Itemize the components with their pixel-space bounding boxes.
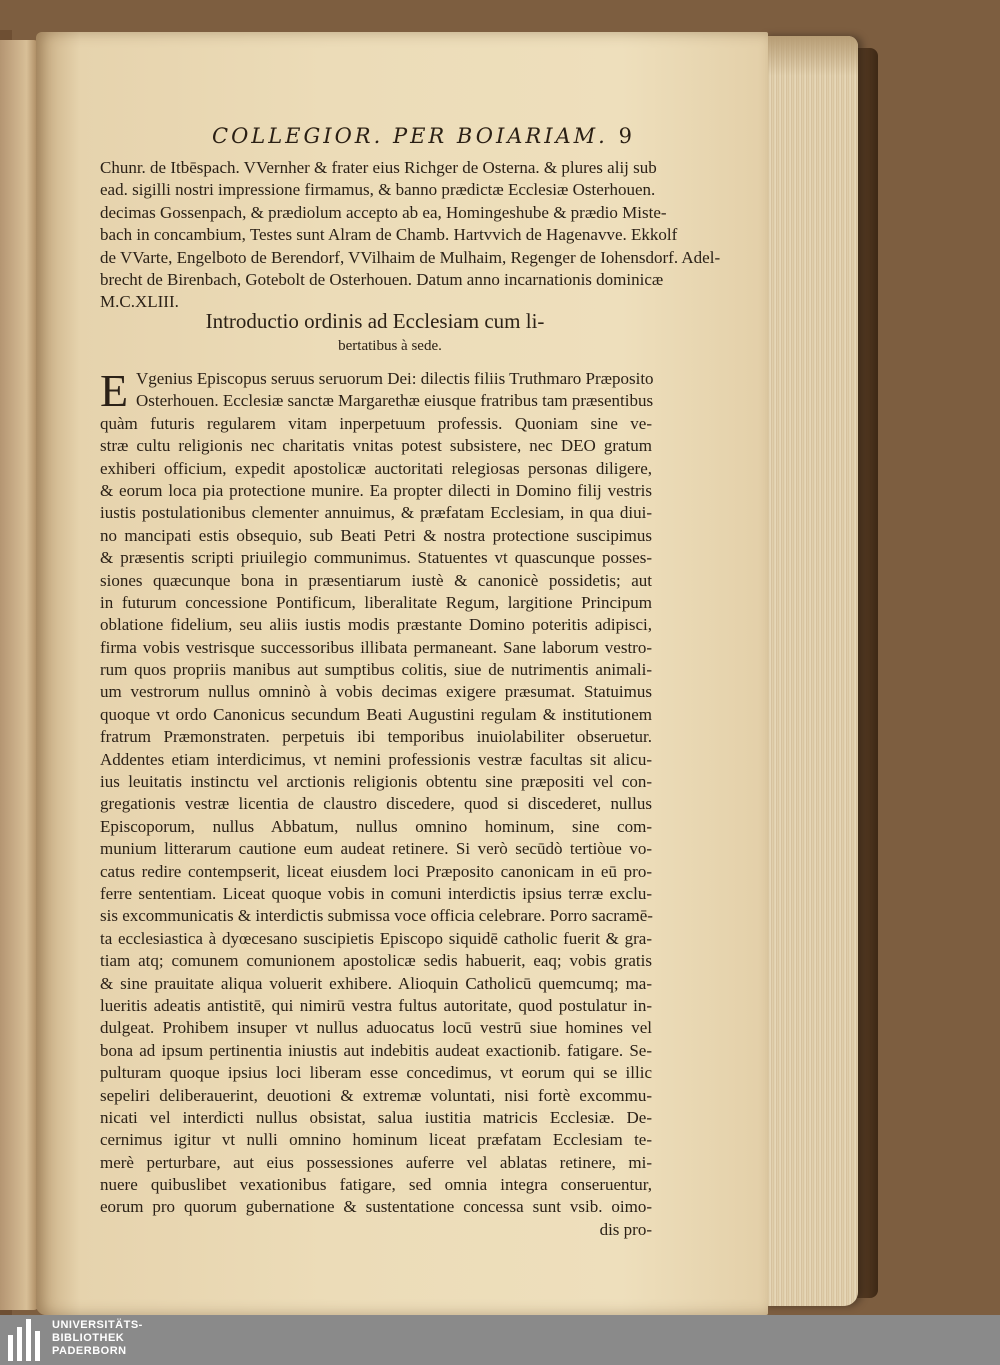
text-line: exhiberi officium, expedit apostolicæ auctoritati relegiosas personas diligere, — [100, 458, 652, 478]
text-line: cernimus igitur vt nulli omnino hominum liceat præfatam Ecclesiam te- — [100, 1130, 652, 1150]
text-line: stræ cultu religionis nec charitatis vnitas potest subsistere, nec DEO gratum — [100, 436, 652, 456]
page-stack-shadow — [762, 36, 858, 76]
page-stack-edges — [762, 36, 858, 1306]
section-title — [150, 308, 600, 357]
running-header — [212, 124, 632, 154]
page-number: 9 — [618, 124, 632, 148]
text-line: tiam atq; comunem comunionem apostolicæ sedis habuerit, eaq; vobis gratis — [100, 951, 652, 971]
text-line: gregationis vestræ licentia de claustro discedere, quod si discederet, nullus — [100, 794, 652, 814]
text-line: quàm futuris regularem vitam inperpetuum professis. Quoniam sine ve- — [100, 413, 652, 433]
left-page-edge — [0, 40, 38, 1310]
text-line: nicati vel interdicti nullus obsistat, salua iustitia matricis Ecclesiæ. De- — [100, 1107, 652, 1127]
text-line: merè perturbare, aut eius possessiones auferre vel ablatas retinere, mi- — [100, 1152, 652, 1172]
text-line: & præsentis scripti priuilegio communimus. Statuentes vt quascunque posses- — [100, 548, 652, 568]
text-line: no mancipati estis obsequio, sub Beati Petri & nostra protectione suscipimus — [100, 525, 652, 545]
running-head-title: COLLEGIOR. PER BOIARIAM. — [212, 124, 608, 148]
text-line: oblatione fidelium, seu aliis iustis modis præstante Domino poteritis adipisci, — [100, 615, 652, 635]
library-name-line1: UNIVERSITÄTS- — [52, 1319, 143, 1331]
text-line: munium litterarum cautione eum audeat retinere. Si verò secūdò tertiòue vo- — [100, 839, 652, 859]
text-line: sis excommunicatis & interdictis submissa voce officia celebrare. Porro sacramē- — [100, 906, 653, 926]
text-line: pulturam quoque ipsius loci liberam esse concedimus, vt eorum qui se illic — [100, 1063, 652, 1083]
text-line: nuere quibuslibet vexationibus fatigare, sed omnia integra conseruentur, — [100, 1175, 652, 1195]
text-line: bona ad ipsum pertinentia iniustis aut indebitis audeat exactionib. fatigare. Se- — [100, 1040, 652, 1060]
text-line: quoque vt ordo Canonicus secundum Beati Augustini regulam & institutionem — [100, 704, 652, 724]
text-line: in futurum concessione Pontificum, liberalitate Regum, largitione Principum — [100, 592, 652, 612]
text-line: Osterhouen. Ecclesiæ sanctæ Margarethæ eiusque fratribus tam præsentibus — [136, 391, 654, 411]
text-line: ius leuitatis instinctu vel arctionis religionis obtentu sine præpositi vel con- — [100, 772, 652, 792]
text-line: Chunr. de Itbēspach. VVernher & frater eius Richger de Osterna. & plures alij sub — [100, 158, 657, 177]
library-name-line2: BIBLIOTHEK — [52, 1332, 125, 1344]
text-line: ead. sigilli nostri impressione firmamus, & banno prædictæ Ecclesiæ Osterhouen. — [100, 180, 656, 200]
text-line: rum quos propriis manibus aut sumptibus colitis, siue de nutrimentis animali- — [100, 660, 652, 680]
text-line: catus redire contempserit, liceat eiusdem loci Præposito canonicam in eū pro- — [100, 861, 652, 881]
text-line: Episcoporum, nullus Abbatum, nullus omnino hominum, sine com- — [100, 816, 652, 836]
text-line: & sine prauitate aliqua voluerit exhibere. Alioquin Catholicū quemcumq; ma- — [100, 973, 652, 993]
text-line: firma vobis vestrisque successoribus illibata permaneant. Sane laborum vestro- — [100, 637, 652, 657]
text-line: lueritis adeatis antistitē, qui nimirū vestra fultus autoritate, quod postulatur in- — [100, 995, 652, 1015]
text-line: ferre sententiam. Liceat quoque vobis in comuni interdictis ipsius terræ exclu- — [100, 883, 652, 903]
charter-text-top — [100, 157, 721, 314]
text-line: dulgeat. Prohibem insuper vt nullus aduocatus locū vestrū siue homines vel — [100, 1018, 652, 1038]
text-line: um vestrorum nullus omninò à vobis decimas exigere præsumat. Statuimus — [100, 682, 652, 702]
text-line: sepeliri deliberauerint, deuotioni & extremæ voluntati, nisi fortè excommu- — [100, 1085, 652, 1105]
drop-cap: E — [100, 365, 129, 416]
text-line: fratrum Præmonstraten. perpetuis ibi temporibus inuiolabiliter obseruetur. — [100, 727, 652, 747]
text-line: decimas Gossenpach, & prædiolum accepto ab ea, Homingeshube & prædio Miste- — [100, 202, 667, 222]
library-name — [52, 1319, 143, 1358]
text-line: dis pro- — [599, 1219, 652, 1239]
text-line: Vgenius Episcopus seruus seruorum Dei: dilectis filiis Truthmaro Præposito — [136, 369, 654, 388]
text-line: de VVarte, Engelboto de Berendorf, VVilhaim de Mulhaim, Regenger de Iohensdorf. Adel- — [100, 247, 721, 267]
section-title-line2: bertatibus à sede. — [338, 338, 442, 354]
charter-text-body — [100, 365, 654, 1241]
text-line: M.C.XLIII. — [100, 292, 179, 312]
text-line: Addentes etiam interdicimus, vt nemini professionis vestræ facultas sit alicu- — [100, 749, 652, 769]
section-title-line1: Introductio ordinis ad Ecclesiam cum li- — [205, 309, 545, 333]
text-line: eorum pro quorum gubernatione & sustentatione concessa sunt vsib. oimo- — [100, 1197, 652, 1217]
text-line: iustis postulationibus clementer annuimus, & præfatam Ecclesiam, in qua diui- — [100, 503, 652, 523]
library-footer — [0, 1315, 1000, 1365]
text-line: bach in concambium, Testes sunt Alram de Chamb. Hartvvich de Hagenavve. Ekkolf — [100, 225, 678, 245]
library-logo-icon — [8, 1319, 48, 1361]
text-line: ta ecclesiastica à dyœcesano suscipietis Episcopo siquidē catholic fuerit & gra- — [100, 928, 652, 948]
text-line: siones quæcunque bona in præsentiarum iustè & canonicè possidetis; aut — [100, 570, 652, 590]
library-name-line3: PADERBORN — [52, 1345, 127, 1357]
text-line: brecht de Birenbach, Gotebolt de Osterhouen. Datum anno incarnationis dominicæ — [100, 269, 664, 289]
text-line: & eorum loca pia protectione munire. Ea propter dilecti in Domino filij vestris — [100, 480, 652, 500]
